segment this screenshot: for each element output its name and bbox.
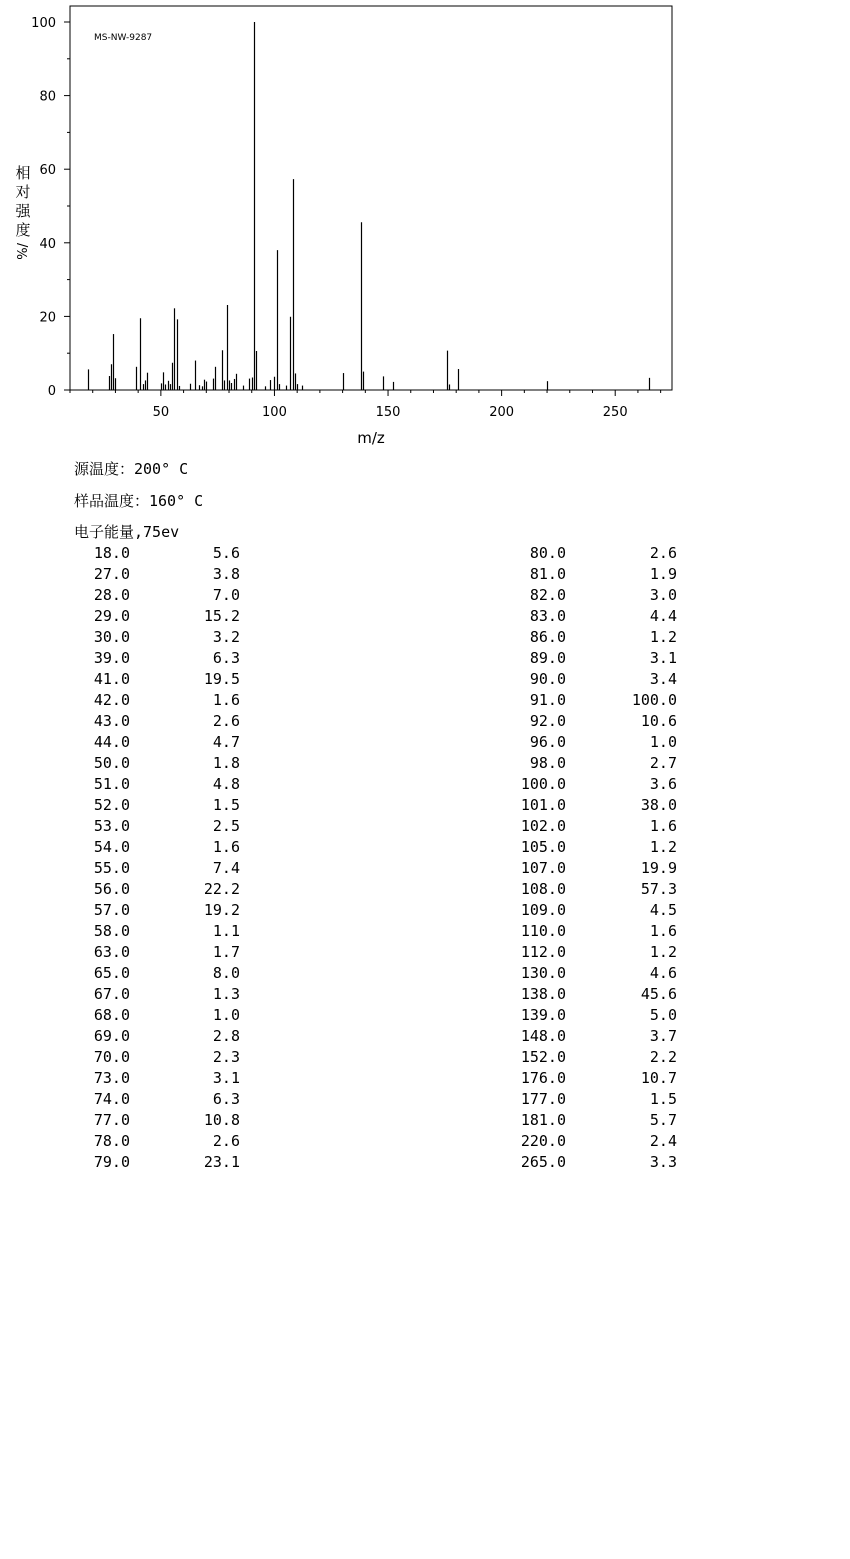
- peak-mz: 28.0: [93, 586, 130, 604]
- peak-table-row: [440, 543, 700, 564]
- peak-abundance: 3.6: [649, 775, 677, 793]
- peak-abundance: 3.8: [212, 565, 240, 583]
- peak-table-row: [440, 900, 700, 921]
- peak-abundance: 15.2: [203, 607, 240, 625]
- peak-table-row: [0, 711, 260, 732]
- peak-abundance: 1.6: [649, 817, 677, 835]
- y-axis-label-char-4: 度: [15, 221, 31, 239]
- peak-mz: 42.0: [93, 691, 130, 709]
- peak-mz: 78.0: [93, 1132, 130, 1150]
- peak-table-row: [0, 879, 260, 900]
- peak-abundance: 1.2: [649, 943, 677, 961]
- peak-abundance: 3.4: [649, 670, 677, 688]
- peak-mz: 108.0: [520, 880, 566, 898]
- peak-abundance: 23.1: [203, 1153, 240, 1171]
- peak-table-left: [0, 543, 260, 1173]
- peak-table-row: [0, 732, 260, 753]
- peak-mz: 176.0: [520, 1069, 566, 1087]
- peak-abundance: 2.5: [212, 817, 240, 835]
- peak-mz: 56.0: [93, 880, 130, 898]
- y-tick-label: 40: [39, 236, 56, 252]
- peak-abundance: 3.1: [649, 649, 677, 667]
- peak-abundance: 1.6: [212, 838, 240, 856]
- peak-abundance: 1.3: [212, 985, 240, 1003]
- peak-table-row: [0, 921, 260, 942]
- peak-abundance: 3.1: [212, 1069, 240, 1087]
- peak-abundance: 19.9: [640, 859, 677, 877]
- peak-mz: 265.0: [520, 1153, 566, 1171]
- x-tick-label: 150: [375, 405, 401, 420]
- peak-mz: 73.0: [93, 1069, 130, 1087]
- peak-table-row: [0, 858, 260, 879]
- x-axis-ticks: [70, 390, 661, 420]
- peak-abundance: 5.7: [649, 1111, 677, 1129]
- peak-table-row: [440, 1110, 700, 1131]
- peak-abundance: 2.2: [649, 1048, 677, 1066]
- peak-table-row: [440, 585, 700, 606]
- peak-mz: 139.0: [520, 1006, 566, 1024]
- peak-mz: 91.0: [529, 691, 566, 709]
- peak-abundance: 2.8: [212, 1027, 240, 1045]
- peak-mz: 57.0: [93, 901, 130, 919]
- peak-table-row: [440, 858, 700, 879]
- peak-abundance: 4.6: [649, 964, 677, 982]
- peak-table-row: [440, 711, 700, 732]
- peak-abundance: 3.2: [212, 628, 240, 646]
- peak-table-row: [440, 564, 700, 585]
- peak-mz: 109.0: [520, 901, 566, 919]
- peak-table-right: [440, 543, 700, 1173]
- peak-abundance: 3.7: [649, 1027, 677, 1045]
- peak-abundance: 19.5: [203, 670, 240, 688]
- peak-table-row: [440, 942, 700, 963]
- peak-abundance: 5.0: [649, 1006, 677, 1024]
- peak-abundance: 1.9: [649, 565, 677, 583]
- spectrum-bars: [89, 22, 650, 390]
- peak-abundance: 1.7: [212, 943, 240, 961]
- peak-table-row: [0, 585, 260, 606]
- peak-abundance: 1.0: [649, 733, 677, 751]
- peak-mz: 55.0: [93, 859, 130, 877]
- x-axis-label: m/z: [357, 429, 385, 447]
- peak-mz: 58.0: [93, 922, 130, 940]
- peak-table-row: [0, 900, 260, 921]
- peak-mz: 30.0: [93, 628, 130, 646]
- peak-abundance: 2.6: [649, 544, 677, 562]
- peak-table-row: [0, 1005, 260, 1026]
- peak-mz: 96.0: [529, 733, 566, 751]
- peak-mz: 220.0: [520, 1132, 566, 1150]
- peak-mz: 53.0: [93, 817, 130, 835]
- peak-table-row: [440, 1068, 700, 1089]
- peak-table-row: [0, 1131, 260, 1152]
- peak-table-row: [0, 1026, 260, 1047]
- peak-mz: 98.0: [529, 754, 566, 772]
- spectrum-code: MS-NW-9287: [94, 33, 153, 43]
- peak-abundance: 7.4: [212, 859, 240, 877]
- peak-abundance: 10.8: [203, 1111, 240, 1129]
- peak-table-row: [0, 753, 260, 774]
- peak-mz: 70.0: [93, 1048, 130, 1066]
- peak-abundance: 1.2: [649, 838, 677, 856]
- peak-mz: 92.0: [529, 712, 566, 730]
- peak-table-row: [440, 984, 700, 1005]
- peak-mz: 80.0: [529, 544, 566, 562]
- peak-mz: 81.0: [529, 565, 566, 583]
- y-axis-ticks: [31, 16, 70, 399]
- peak-mz: 65.0: [93, 964, 130, 982]
- peak-table-row: [440, 816, 700, 837]
- peak-mz: 101.0: [520, 796, 566, 814]
- x-tick-label: 200: [489, 405, 515, 420]
- peak-mz: 130.0: [520, 964, 566, 982]
- peak-mz: 82.0: [529, 586, 566, 604]
- peak-abundance: 19.2: [203, 901, 240, 919]
- peak-mz: 181.0: [520, 1111, 566, 1129]
- peak-table-row: [0, 963, 260, 984]
- peak-abundance: 5.6: [212, 544, 240, 562]
- peak-mz: 77.0: [93, 1111, 130, 1129]
- y-axis-label: [15, 164, 31, 260]
- peak-table-row: [440, 1152, 700, 1173]
- y-axis-label-char-1: 相: [15, 164, 31, 182]
- peak-abundance: 10.6: [640, 712, 677, 730]
- y-axis-label-char-2: 对: [15, 183, 31, 201]
- peak-table-row: [0, 1068, 260, 1089]
- peak-mz: 67.0: [93, 985, 130, 1003]
- peak-table-row: [0, 690, 260, 711]
- peak-mz: 89.0: [529, 649, 566, 667]
- peak-abundance: 2.6: [212, 1132, 240, 1150]
- x-tick-label: 100: [262, 405, 287, 420]
- peak-table-row: [0, 648, 260, 669]
- source-temperature: 源温度：200° C: [74, 460, 189, 478]
- peak-abundance: 4.7: [212, 733, 240, 751]
- peak-table-row: [440, 774, 700, 795]
- peak-table-row: [0, 1047, 260, 1068]
- peak-abundance: 3.0: [649, 586, 677, 604]
- peak-abundance: 4.5: [649, 901, 677, 919]
- peak-mz: 51.0: [93, 775, 130, 793]
- peak-mz: 110.0: [520, 922, 566, 940]
- peak-table-row: [0, 606, 260, 627]
- electron-energy: 电子能量,75ev: [74, 523, 180, 541]
- peak-table-row: [440, 1089, 700, 1110]
- peak-abundance: 1.6: [649, 922, 677, 940]
- peak-table-row: [440, 795, 700, 816]
- peak-mz: 50.0: [93, 754, 130, 772]
- peak-mz: 27.0: [93, 565, 130, 583]
- peak-table-row: [440, 1131, 700, 1152]
- peak-mz: 102.0: [520, 817, 566, 835]
- peak-table-row: [440, 1005, 700, 1026]
- peak-abundance: 1.1: [212, 922, 240, 940]
- mass-spectrum-chart: [0, 0, 850, 455]
- peak-mz: 69.0: [93, 1027, 130, 1045]
- peak-table-row: [0, 816, 260, 837]
- y-axis-label-char-3: 强: [15, 202, 31, 220]
- peak-abundance: 6.3: [212, 1090, 240, 1108]
- peak-abundance: 2.4: [649, 1132, 677, 1150]
- peak-mz: 63.0: [93, 943, 130, 961]
- peak-mz: 112.0: [520, 943, 566, 961]
- peak-table-row: [0, 1152, 260, 1173]
- peak-abundance: 7.0: [212, 586, 240, 604]
- peak-mz: 74.0: [93, 1090, 130, 1108]
- peak-table-row: [440, 963, 700, 984]
- peak-mz: 44.0: [93, 733, 130, 751]
- peak-mz: 107.0: [520, 859, 566, 877]
- peak-table-row: [0, 774, 260, 795]
- peak-table-row: [0, 1110, 260, 1131]
- peak-mz: 100.0: [520, 775, 566, 793]
- peak-table-row: [0, 984, 260, 1005]
- peak-table-row: [440, 1026, 700, 1047]
- peak-mz: 138.0: [520, 985, 566, 1003]
- peak-table-row: [440, 606, 700, 627]
- peak-mz: 39.0: [93, 649, 130, 667]
- peak-table-row: [440, 837, 700, 858]
- peak-mz: 79.0: [93, 1153, 130, 1171]
- peak-table-row: [440, 627, 700, 648]
- peak-table-row: [0, 564, 260, 585]
- peak-mz: 83.0: [529, 607, 566, 625]
- peak-abundance: 100.0: [631, 691, 677, 709]
- peak-table-row: [440, 921, 700, 942]
- peak-abundance: 2.6: [212, 712, 240, 730]
- peak-abundance: 45.6: [640, 985, 677, 1003]
- peak-table-row: [440, 879, 700, 900]
- peak-mz: 18.0: [93, 544, 130, 562]
- y-axis-label-unit: %/: [16, 243, 31, 260]
- peak-abundance: 2.3: [212, 1048, 240, 1066]
- peak-table-row: [0, 942, 260, 963]
- peak-table-row: [440, 732, 700, 753]
- peak-table-row: [440, 753, 700, 774]
- peak-abundance: 4.4: [649, 607, 677, 625]
- peak-mz: 86.0: [529, 628, 566, 646]
- peak-abundance: 2.7: [649, 754, 677, 772]
- peak-table-row: [440, 690, 700, 711]
- peak-mz: 90.0: [529, 670, 566, 688]
- peak-abundance: 10.7: [640, 1069, 677, 1087]
- peak-mz: 54.0: [93, 838, 130, 856]
- y-tick-label: 20: [39, 310, 56, 326]
- peak-table-row: [440, 669, 700, 690]
- peak-abundance: 8.0: [212, 964, 240, 982]
- peak-table-row: [440, 648, 700, 669]
- peak-table-row: [0, 669, 260, 690]
- peak-mz: 52.0: [93, 796, 130, 814]
- peak-table-row: [0, 837, 260, 858]
- peak-abundance: 1.0: [212, 1006, 240, 1024]
- peak-abundance: 4.8: [212, 775, 240, 793]
- peak-mz: 152.0: [520, 1048, 566, 1066]
- peak-abundance: 3.3: [649, 1153, 677, 1171]
- peak-mz: 43.0: [93, 712, 130, 730]
- peak-abundance: 1.5: [212, 796, 240, 814]
- peak-abundance: 57.3: [640, 880, 677, 898]
- peak-mz: 29.0: [93, 607, 130, 625]
- y-tick-label: 80: [39, 89, 56, 105]
- peak-abundance: 1.2: [649, 628, 677, 646]
- peak-abundance: 38.0: [640, 796, 677, 814]
- peak-abundance: 1.6: [212, 691, 240, 709]
- peak-mz: 41.0: [93, 670, 130, 688]
- peak-table-row: [0, 543, 260, 564]
- peak-abundance: 22.2: [203, 880, 240, 898]
- peak-table-row: [0, 1089, 260, 1110]
- peak-mz: 105.0: [520, 838, 566, 856]
- peak-table-row: [0, 795, 260, 816]
- x-tick-label: 250: [602, 405, 628, 420]
- peak-abundance: 1.8: [212, 754, 240, 772]
- y-tick-label: 60: [39, 163, 56, 179]
- sample-temperature: 样品温度：160° C: [74, 492, 204, 510]
- y-tick-label: 0: [47, 384, 56, 399]
- peak-table-row: [440, 1047, 700, 1068]
- peak-table-row: [0, 627, 260, 648]
- peak-abundance: 6.3: [212, 649, 240, 667]
- x-tick-label: 50: [152, 405, 170, 420]
- peak-mz: 148.0: [520, 1027, 566, 1045]
- y-tick-label: 100: [31, 16, 56, 31]
- peak-mz: 68.0: [93, 1006, 130, 1024]
- plot-frame: [70, 6, 672, 390]
- peak-abundance: 1.5: [649, 1090, 677, 1108]
- peak-mz: 177.0: [520, 1090, 566, 1108]
